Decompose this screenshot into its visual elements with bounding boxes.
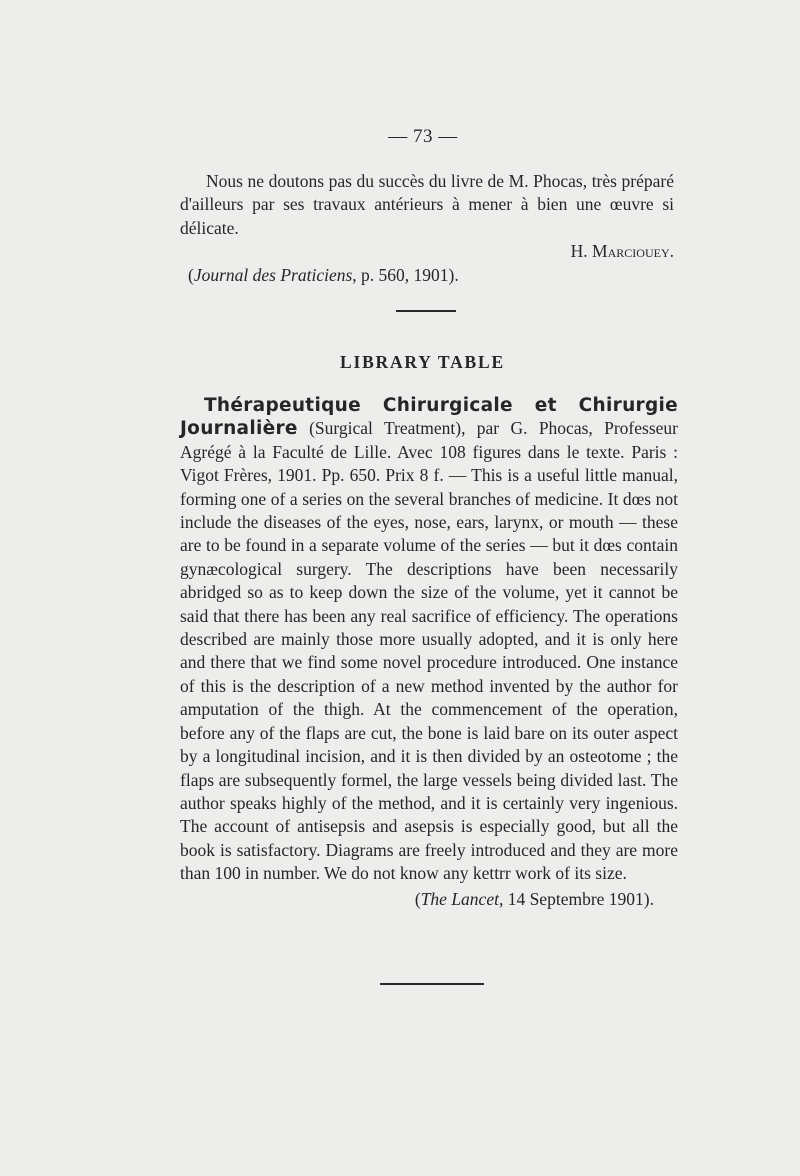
section-title: LIBRARY TABLE [340, 352, 505, 372]
review-source [180, 888, 678, 911]
review-block [180, 394, 678, 911]
page-number: — 73 — [388, 126, 458, 147]
review-body: (Surgical Treatment), par G. Phocas, Professeur Agrégé à la Faculté de Lille. Avec 108 figures dans le texte. Paris : Vigot Frères, 1901. Pp. 650. Prix 8 f. — This is a useful little manual, forming one of a series on the several branches of medicine. It dœs not include the diseases of the eyes, nose, ears, larynx, or mouth — these are to be found in a separate volume of the series — but it dœs contain gynæcological surgery. The descriptions have been necessarily abridged so as to keep down the size of the volume, yet it cannot be said that there has been any real sacrifice of efficiency. The operations described are mainly those more usually adopted, and it is only here and there that we find some novel procedure introduced. One instance of this is the description of a new method invented by the author for amputation of the thigh. At the commencement of the operation, before any of the flaps are cut, the bone is laid bare on its outer aspect by a longitudinal incision, and it is then divided by an osteotome ; the flaps are subsequently formel, the large vessels being divided last. The author speaks highly of the method, and it is certainly very ingenious. The account of antisepsis and asepsis is especially good, but all the book is satisfactory. Diagrams are freely introduced and they are more than 100 in number. We do not know any kettrr work of its size. [180, 418, 678, 884]
citation-open: ( [188, 264, 194, 285]
source-open: ( [414, 888, 421, 909]
review-paragraph [180, 394, 678, 886]
book-title: Thérapeutique Chirurgicale et Chirurgie Journalière [180, 395, 678, 440]
end-rule [380, 983, 484, 985]
signature-name: H. Marciouey. [570, 241, 674, 262]
signature [180, 240, 674, 263]
intro-paragraph: Nous ne doutons pas du succès du livre de M. Phocas, très préparé d'ailleurs par ses travaux antérieurs à mener à bien une œuvre si délicate. [180, 171, 674, 238]
citation-journal: Journal des Praticiens [193, 264, 353, 285]
intro-block [180, 170, 674, 287]
citation-rest: , p. 560, 1901). [352, 264, 459, 285]
divider-rule [396, 310, 456, 312]
intro-citation [180, 264, 674, 287]
source-rest: , 14 Septembre 1901). [498, 888, 654, 909]
source-journal: The Lancet [420, 888, 499, 909]
